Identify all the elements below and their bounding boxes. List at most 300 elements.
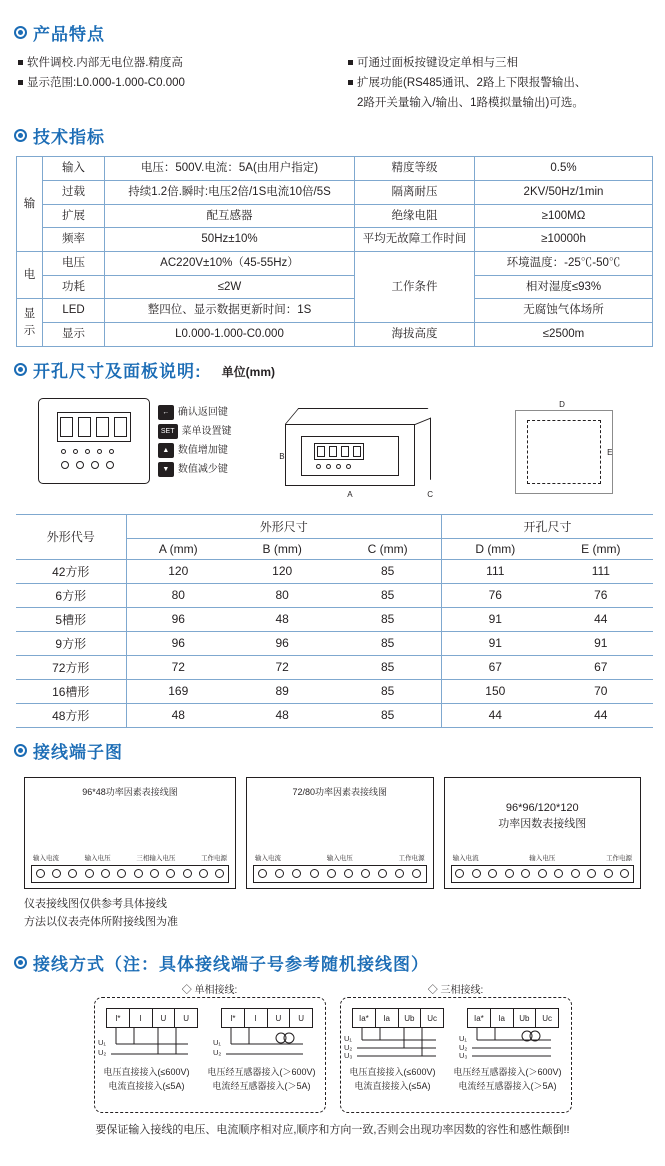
list-item: 显示范围:L0.000-1.000-C0.000	[18, 73, 348, 93]
terminal	[412, 869, 421, 878]
table-row	[17, 157, 653, 181]
wiring-lines	[98, 1028, 198, 1062]
spec-value: AC220V±10%（45-55Hz）	[105, 252, 355, 276]
list-item	[158, 422, 232, 441]
spec-value: 整四位、显示数据更新时间：1S	[105, 299, 355, 323]
table-row	[16, 559, 653, 583]
spec-value2: 相对湿度≤93%	[475, 275, 653, 299]
features-title: 产品特点	[33, 25, 105, 44]
label-power: 工作电源	[398, 854, 425, 862]
section-header-wiring	[14, 950, 651, 975]
terminal	[554, 869, 563, 878]
cell-e: 111	[549, 559, 653, 583]
wiring-lines	[213, 1028, 313, 1062]
terminal-group-labels	[33, 853, 227, 862]
cell-d: 76	[441, 583, 548, 607]
terminal-diagram-96x48	[24, 777, 236, 889]
spec-label: 输入	[43, 157, 105, 181]
terminal	[521, 869, 530, 878]
terminal	[361, 869, 370, 878]
list-item	[348, 73, 651, 113]
cutout-inner	[527, 420, 601, 484]
term-label: Ia*	[468, 1009, 491, 1027]
spec-label: 过载	[43, 181, 105, 205]
cell-e: 76	[549, 583, 653, 607]
cell-c: 85	[334, 583, 441, 607]
table-row	[17, 275, 653, 299]
panel-unit-label: 单位(mm)	[221, 364, 276, 379]
wiring-unit-direct	[98, 1008, 198, 1062]
row-group-display-line1: 显	[23, 307, 36, 320]
cell-c: 85	[334, 631, 441, 655]
case-side	[415, 417, 431, 485]
panel-figures	[14, 390, 651, 514]
spec-value2: ≥100MΩ	[475, 204, 653, 228]
table-row	[17, 252, 653, 276]
term-label: I*	[107, 1009, 130, 1027]
terminal	[150, 869, 159, 878]
term-label: Ia	[491, 1009, 514, 1027]
wiring-warning: 要保证输入接线的电压、电流顺序相对应,顺序和方向一致,否则会出现功率因数的容性和感性颠倒!!	[95, 1124, 570, 1137]
col-header-b: B (mm)	[230, 538, 334, 559]
terminal	[571, 869, 580, 878]
term-label: Uc	[542, 1014, 553, 1024]
cell-e: 44	[549, 703, 653, 727]
col-header-a: A (mm)	[126, 538, 230, 559]
cell-code: 16槽形	[16, 679, 126, 703]
led	[85, 449, 90, 454]
spec-label2: 平均无故障工作时间	[355, 228, 475, 252]
list-item: 可通过面板按键设定单相与三相	[348, 53, 651, 73]
specs-title: 技术指标	[33, 128, 105, 148]
cell-c: 85	[334, 655, 441, 679]
digit	[96, 417, 109, 437]
spec-label: LED	[43, 299, 105, 323]
feature-text-cont: 2路开关量输入/输出、1路模拟量输出)可选。	[357, 97, 584, 110]
col-group-cutout: 开孔尺寸	[441, 514, 653, 538]
label-input-current: 输入电流	[33, 854, 59, 862]
digit	[341, 446, 349, 457]
spec-label2: 绝缘电阻	[355, 204, 475, 228]
table-row	[16, 607, 653, 631]
list-item	[158, 441, 232, 460]
terminal	[117, 869, 126, 878]
note-line1: 电压经互感器接入(＞600V)	[453, 1067, 562, 1078]
terminal	[275, 869, 284, 878]
label-input-current: 输入电流	[452, 854, 479, 862]
cell-code: 9方形	[16, 631, 126, 655]
table-row	[16, 583, 653, 607]
cell-c: 85	[334, 559, 441, 583]
single-phase-notes	[95, 1062, 325, 1093]
terminal-labels	[467, 1008, 559, 1028]
cell-a: 96	[126, 607, 230, 631]
three-phase-units	[341, 1004, 571, 1062]
single-phase-diagram	[94, 997, 326, 1113]
wiring-lines	[459, 1028, 559, 1062]
wiring-title: 接线方式（注：具体接线端子号参考随机接线图）	[33, 955, 429, 975]
diagram-title: 72/80功率因素表接线图	[292, 786, 388, 797]
panel-button	[326, 464, 331, 469]
bullet-icon	[14, 744, 27, 757]
table-row	[17, 323, 653, 347]
table-row	[17, 228, 653, 252]
panel-buttons	[61, 461, 114, 469]
specifications-table	[16, 156, 653, 346]
col-header-code: 外形代号	[16, 514, 126, 559]
digit	[78, 417, 91, 437]
bullet-icon	[14, 26, 27, 39]
panel-button	[346, 464, 351, 469]
cell-e: 91	[549, 631, 653, 655]
terminal	[604, 869, 613, 878]
term-label: U	[183, 1014, 190, 1024]
label-power: 工作电源	[200, 854, 227, 862]
label-input-voltage: 输入电压	[529, 854, 556, 862]
terminal	[587, 869, 596, 878]
terminal	[134, 869, 143, 878]
dim-label-d: D	[559, 399, 565, 409]
up-key-icon: ▲	[158, 443, 174, 458]
list-item: 软件调校.内部无电位器.精度高	[18, 53, 348, 73]
terminal	[68, 869, 77, 878]
set-key-icon: SET	[158, 424, 178, 439]
dimensions-body	[16, 559, 653, 727]
spec-value2: 环境温度：-25℃-50℃	[475, 252, 653, 276]
indicator-leds	[61, 449, 114, 454]
single-phase-title: ◇ 单相接线:	[181, 985, 238, 997]
term-label: Ia	[376, 1009, 399, 1027]
u-label-2: U₂	[459, 1043, 468, 1053]
meter-front-drawing	[38, 398, 150, 484]
terminal-strip	[253, 865, 427, 883]
table-row	[17, 299, 653, 323]
terminal	[472, 869, 481, 878]
diagram-title-line1: 96*96/120*120	[505, 801, 579, 814]
cell-a: 96	[126, 631, 230, 655]
note-line2: 电流直接接入(≤5A)	[354, 1080, 431, 1091]
note-direct	[350, 1066, 436, 1093]
u-label-1: U₁	[213, 1038, 221, 1048]
led	[61, 449, 66, 454]
term-label: U	[298, 1014, 305, 1024]
case-buttons	[316, 464, 351, 469]
note-line2: 电流直接接入(≤5A)	[108, 1080, 185, 1091]
spec-value2: 无腐蚀气体场所	[475, 299, 653, 323]
spec-label: 电压	[43, 252, 105, 276]
three-phase-diagram	[340, 997, 572, 1113]
dimensions-table	[16, 514, 653, 728]
note-line2: 电流经互感器接入(＞5A)	[458, 1080, 557, 1091]
enter-key-icon: ←	[158, 405, 174, 420]
diagram-title-line2: 功率因数表接线图	[498, 818, 587, 831]
terminal	[36, 869, 45, 878]
terminal	[183, 869, 192, 878]
spec-value2: 0.5%	[475, 157, 653, 181]
cell-e: 44	[549, 607, 653, 631]
u-label-1: U₁	[344, 1034, 352, 1044]
col-header-d: D (mm)	[441, 538, 548, 559]
row-group-input: 输	[17, 157, 43, 252]
cell-b: 72	[230, 655, 334, 679]
terminal	[101, 869, 110, 878]
wiring-unit-ct	[213, 1008, 313, 1062]
dim-label-b: B	[279, 451, 285, 461]
spec-value: L0.000-1.000-C0.000	[105, 323, 355, 347]
digit	[114, 417, 127, 437]
cell-b: 89	[230, 679, 334, 703]
wiring-diagrams	[14, 985, 651, 1113]
terminal	[505, 869, 514, 878]
spec-value2: ≥10000h	[475, 228, 653, 252]
legend-label: 数值减少键	[177, 463, 228, 475]
square-bullet-icon	[18, 60, 23, 65]
u-label-2: U₂	[213, 1048, 222, 1058]
cell-a: 169	[126, 679, 230, 703]
label-input-voltage: 输入电压	[326, 854, 353, 862]
cell-a: 72	[126, 655, 230, 679]
terminal-diagram-96x96	[444, 777, 641, 889]
digit	[353, 446, 361, 457]
case-display	[314, 443, 364, 460]
u-label-2: U₂	[98, 1048, 107, 1058]
cell-d: 44	[441, 703, 548, 727]
terminals-title: 接线端子图	[33, 742, 123, 762]
cell-code: 42方形	[16, 559, 126, 583]
panel-button	[106, 461, 114, 469]
square-bullet-icon	[18, 80, 23, 85]
single-phase-wrap	[94, 985, 326, 1113]
terminal-diagrams	[14, 771, 651, 932]
cell-a: 120	[126, 559, 230, 583]
terminal	[258, 869, 267, 878]
terminal	[455, 869, 464, 878]
section-header-features	[14, 20, 651, 45]
digit	[329, 446, 337, 457]
legend-label: 数值增加键	[177, 444, 228, 456]
col-header-c: C (mm)	[334, 538, 441, 559]
spec-label2: 隔离耐压	[355, 181, 475, 205]
wiring-schematic	[352, 1028, 444, 1062]
diagram-title: 96*48功率因素表接线图	[82, 786, 178, 797]
terminal	[344, 869, 353, 878]
terminal-labels	[221, 1008, 313, 1028]
cell-b: 48	[230, 607, 334, 631]
wiring-schematic	[106, 1028, 198, 1062]
section-header-panel	[14, 357, 651, 382]
three-phase-title: ◇ 三相接线:	[427, 985, 484, 997]
cell-code: 72方形	[16, 655, 126, 679]
list-item	[158, 403, 232, 422]
spec-value2: ≤2500m	[475, 323, 653, 347]
terminal-diagram-96x48-wrap	[24, 777, 236, 932]
cell-b: 48	[230, 703, 334, 727]
terminal	[620, 869, 629, 878]
cell-b: 80	[230, 583, 334, 607]
cell-c: 85	[334, 703, 441, 727]
features-list	[14, 53, 651, 113]
cell-d: 91	[441, 607, 548, 631]
cutout-drawing	[507, 398, 627, 508]
cell-a: 48	[126, 703, 230, 727]
spec-label: 频率	[43, 228, 105, 252]
section-header-specs	[14, 123, 651, 148]
wiring-lines	[344, 1028, 444, 1062]
terminal-note	[24, 895, 236, 932]
table-header-row	[16, 514, 653, 538]
case-top	[285, 408, 428, 424]
cell-code: 5槽形	[16, 607, 126, 631]
note-line1: 电压经互感器接入(＞600V)	[207, 1067, 316, 1078]
terminal-group-labels	[255, 853, 425, 862]
terminal	[538, 869, 547, 878]
term-label: I	[130, 1009, 153, 1027]
terminal-strip	[451, 865, 634, 883]
cell-code: 48方形	[16, 703, 126, 727]
u-label-2: U₂	[344, 1043, 353, 1053]
digit	[60, 417, 73, 437]
u-label-3: U₃	[344, 1051, 353, 1061]
spec-label: 功耗	[43, 275, 105, 299]
terminal	[395, 869, 404, 878]
bullet-icon	[14, 956, 27, 969]
panel-button	[91, 461, 99, 469]
cell-c: 85	[334, 607, 441, 631]
three-phase-wrap	[340, 985, 572, 1113]
wiring-unit-ct	[459, 1008, 559, 1062]
cell-d: 150	[441, 679, 548, 703]
note-ct	[453, 1066, 561, 1093]
terminal	[85, 869, 94, 878]
features-col-left	[18, 53, 348, 113]
spec-value: ≤2W	[105, 275, 355, 299]
row-group-power: 电	[17, 252, 43, 299]
term-label: I*	[222, 1009, 245, 1027]
terminal	[488, 869, 497, 878]
wiring-unit-direct	[344, 1008, 444, 1062]
term-label: U	[268, 1009, 291, 1027]
panel-button	[316, 464, 321, 469]
spec-label: 显示	[43, 323, 105, 347]
list-item	[158, 460, 232, 479]
terminal	[52, 869, 61, 878]
wiring-schematic	[221, 1028, 313, 1062]
spec-value: 持续1.2倍.瞬时:电压2倍/1S电流10倍/5S	[105, 181, 355, 205]
u-label-1: U₁	[98, 1038, 106, 1048]
spec-value: 配互感器	[105, 204, 355, 228]
diagram-title	[445, 800, 640, 833]
square-bullet-icon	[348, 60, 353, 65]
panel-button	[76, 461, 84, 469]
table-row	[17, 181, 653, 205]
terminal-group-labels	[453, 853, 632, 862]
features-col-right	[348, 53, 651, 113]
label-input-current: 输入电流	[255, 854, 281, 862]
terminal-note-line1: 仪表接线图仅供参考具体接线	[24, 897, 167, 910]
note-line1: 电压直接接入(≤600V)	[103, 1067, 190, 1078]
terminal	[292, 869, 301, 878]
spec-label2: 精度等级	[355, 157, 475, 181]
terminal-labels	[106, 1008, 198, 1028]
dim-label-c: C	[427, 489, 434, 499]
cell-a: 80	[126, 583, 230, 607]
spec-value: 50Hz±10%	[105, 228, 355, 252]
cell-b: 96	[230, 631, 334, 655]
col-group-outline: 外形尺寸	[126, 514, 441, 538]
table-row	[16, 631, 653, 655]
term-label: Ub	[399, 1009, 422, 1027]
feature-text: 扩展功能(RS485通讯、2路上下限报警输出、	[357, 77, 587, 90]
case-isometric-drawing	[279, 398, 459, 508]
table-row	[16, 655, 653, 679]
row-group-display-line2: 示	[23, 324, 36, 337]
dim-label-e: E	[607, 447, 613, 457]
table-row	[17, 204, 653, 228]
terminal	[166, 869, 175, 878]
single-phase-units	[95, 1004, 325, 1062]
terminal	[378, 869, 387, 878]
row-group-display	[17, 299, 43, 346]
note-direct	[104, 1066, 190, 1093]
panel-key-legend	[158, 403, 232, 479]
table-row	[16, 703, 653, 727]
spec-value2: 2KV/50Hz/1min	[475, 181, 653, 205]
terminal-labels	[352, 1008, 444, 1028]
u-label-3: U₃	[459, 1051, 468, 1061]
cell-b: 120	[230, 559, 334, 583]
spec-label2: 海拔高度	[355, 323, 475, 347]
cell-code: 6方形	[16, 583, 126, 607]
panel-title: 开孔尺寸及面板说明:	[33, 361, 202, 381]
note-line2: 电流经互感器接入(＞5A)	[212, 1080, 311, 1091]
front-panel-figure	[38, 398, 232, 484]
down-key-icon: ▼	[158, 462, 174, 477]
dim-label-a: A	[347, 489, 353, 499]
led	[109, 449, 114, 454]
panel-button	[61, 461, 69, 469]
spec-value: 电压：500V.电流：5A(由用户指定)	[105, 157, 355, 181]
term-label: I	[245, 1009, 268, 1027]
section-header-terminals	[14, 738, 651, 763]
digit	[317, 446, 325, 457]
label-three-phase: 三相输入电压	[136, 854, 176, 862]
bullet-icon	[14, 363, 27, 376]
cell-e: 67	[549, 655, 653, 679]
u-label-1: U₁	[459, 1034, 467, 1044]
terminal-note-line2: 方法以仪表壳体所附接线图为准	[24, 916, 178, 929]
label-input-voltage: 输入电压	[84, 854, 111, 862]
cell-c: 85	[334, 679, 441, 703]
col-header-e: E (mm)	[549, 538, 653, 559]
note-ct	[207, 1066, 315, 1093]
spec-label: 扩展	[43, 204, 105, 228]
note-line1: 电压直接接入(≤600V)	[349, 1067, 436, 1078]
cell-d: 111	[441, 559, 548, 583]
terminal	[215, 869, 224, 878]
term-label: Ub	[514, 1009, 537, 1027]
term-label: U	[153, 1009, 176, 1027]
cell-d: 91	[441, 631, 548, 655]
spec-label2: 工作条件	[355, 252, 475, 323]
terminal	[199, 869, 208, 878]
term-label: Ia*	[353, 1009, 376, 1027]
legend-label: 菜单设置键	[181, 425, 232, 437]
three-phase-notes	[341, 1062, 571, 1093]
terminal	[327, 869, 336, 878]
term-label: Uc	[427, 1014, 438, 1024]
wiring-schematic	[467, 1028, 559, 1062]
led	[73, 449, 78, 454]
